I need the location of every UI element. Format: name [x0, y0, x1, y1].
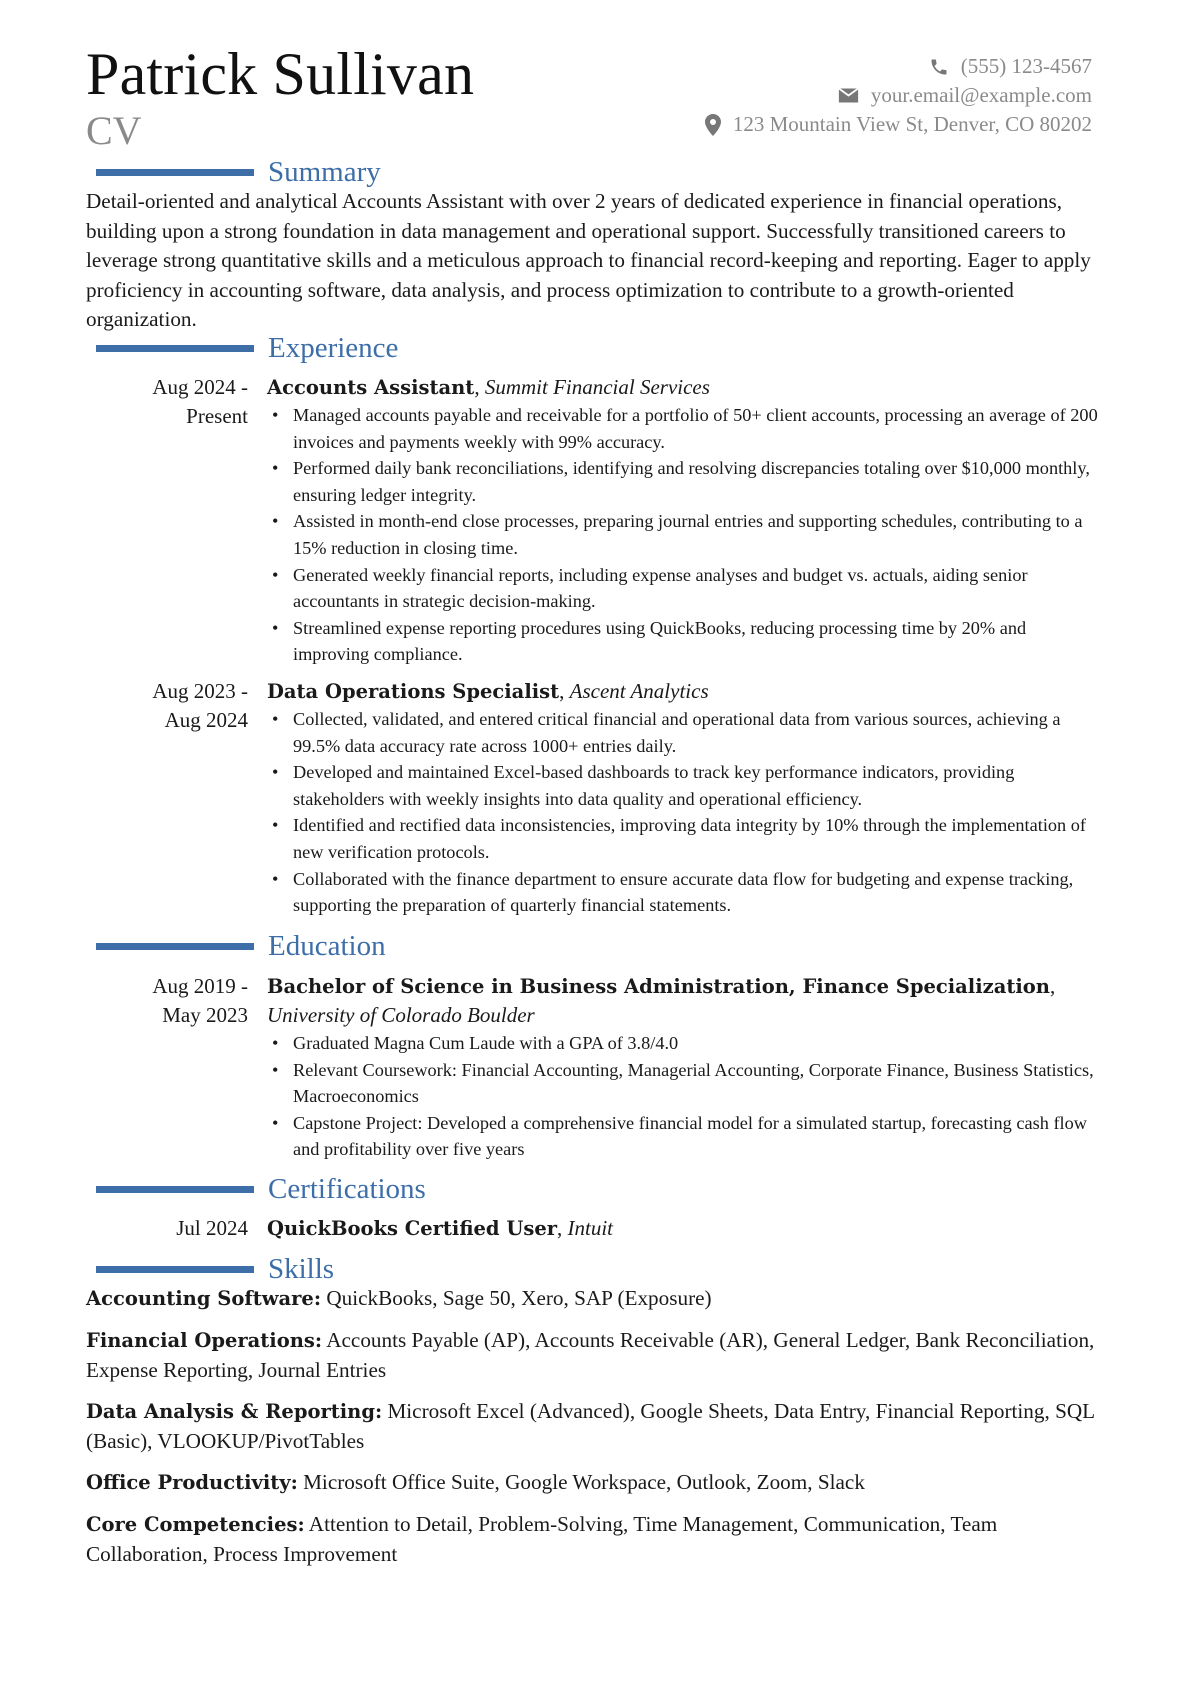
skill-items: QuickBooks, Sage 50, Xero, SAP (Exposure) — [326, 1286, 712, 1310]
envelope-icon — [838, 87, 859, 104]
contact-block — [532, 52, 1092, 139]
job-title: Data Operations Specialist — [267, 680, 560, 703]
section-title: Skills — [268, 1253, 335, 1285]
list-item: • Relevant Coursework: Financial Accounting, Managerial Accounting, Corporate Finance, Business Statistics, Macroeconomics — [270, 1057, 1100, 1110]
section-title: Certifications — [268, 1173, 426, 1205]
section-header-skills — [96, 1253, 334, 1285]
list-item: • Managed accounts payable and receivable for a portfolio of 50+ client accounts, processing an average of 200 invoices and payments weekly with 99% accuracy. — [270, 402, 1100, 455]
email-link[interactable]: your.email@example.com — [870, 83, 1092, 107]
list-item: • Streamlined expense reporting procedures using QuickBooks, reducing processing time by 20% and improving compliance. — [270, 615, 1100, 668]
list-item: • Assisted in month-end close processes, preparing journal entries and supporting schedules, contributing to a 15% reduction in closing time. — [270, 508, 1100, 561]
list-item: • Performed daily bank reconciliations, identifying and resolving discrepancies totaling over $10,000 monthly, ensuring ledger integrity. — [270, 455, 1100, 508]
section-accent-bar — [96, 169, 254, 176]
skill-items: Accounts Payable (AP), Accounts Receivable (AR), General Ledger, Bank Reconciliation, Expense Reporting, Journal Entries — [86, 1328, 1095, 1382]
section-title: Summary — [268, 156, 381, 188]
list-item: • Collaborated with the finance department to ensure accurate data flow for budgeting and expense tracking, supporting the preparation of quarterly financial statements. — [270, 866, 1100, 919]
date-start: Aug 2024 - — [152, 375, 248, 399]
list-item: • Graduated Magna Cum Laude with a GPA of 3.8/4.0 — [270, 1030, 1100, 1057]
contact-address — [532, 110, 1092, 139]
contact-phone — [532, 52, 1092, 81]
section-header-certifications — [96, 1173, 426, 1205]
cert-issuer: Intuit — [567, 1216, 614, 1240]
skill-label: Office Productivity: — [86, 1471, 298, 1494]
skill-items: Attention to Detail, Problem-Solving, Time Management, Communication, Team Collaboration, Process Improvement — [86, 1512, 998, 1566]
section-title: Experience — [268, 332, 399, 364]
skill-group — [86, 1397, 1111, 1456]
skill-label: Accounting Software: — [86, 1287, 322, 1310]
degree-title: Bachelor of Science in Business Administration, Finance Specialization — [267, 975, 1050, 998]
employer: Summit Financial Services — [484, 375, 710, 399]
phone-icon — [929, 57, 949, 77]
list-item: • Identified and rectified data inconsistencies, improving data integrity by 10% through the implementation of new verification protocols. — [270, 812, 1100, 865]
job-title: Accounts Assistant — [267, 376, 475, 399]
section-header-education — [96, 930, 386, 962]
list-item: • Collected, validated, and entered critical financial and operational data from various sources, achieving a 99.5% data accuracy rate across 1000+ entries daily. — [270, 706, 1100, 759]
entry-date — [120, 677, 248, 735]
section-accent-bar — [96, 1266, 254, 1273]
skill-group — [86, 1326, 1111, 1385]
date-end: May 2023 — [162, 1003, 248, 1027]
school-name: University of Colorado Boulder — [267, 1003, 535, 1027]
skill-label: Financial Operations: — [86, 1329, 323, 1352]
list-item: • Developed and maintained Excel-based dashboards to track key performance indicators, providing stakeholders with weekly insights into data quality and operational efficiency. — [270, 759, 1100, 812]
section-title: Education — [268, 930, 386, 962]
candidate-name: Patrick Sullivan — [86, 41, 475, 107]
skill-items: Microsoft Excel (Advanced), Google Sheets, Data Entry, Financial Reporting, SQL (Basic), VLOOKUP/PivotTables — [86, 1399, 1095, 1453]
section-accent-bar — [96, 1186, 254, 1193]
employer: Ascent Analytics — [569, 679, 709, 703]
skill-label: Data Analysis & Reporting: — [86, 1400, 383, 1423]
map-pin-icon — [705, 114, 721, 136]
skill-group — [86, 1468, 1111, 1498]
list-item: • Generated weekly financial reports, including expense analyses and budget vs. actuals, aiding senior accountants in strategic decision-making. — [270, 562, 1100, 615]
skill-group — [86, 1510, 1111, 1569]
entry-bullets — [270, 1030, 1100, 1163]
section-accent-bar — [96, 943, 254, 950]
skill-label: Core Competencies: — [86, 1513, 305, 1536]
entry-date — [120, 972, 248, 1030]
address-text: 123 Mountain View St, Denver, CO 80202 — [732, 112, 1092, 136]
entry-bullets — [270, 706, 1100, 919]
entry-date — [120, 373, 248, 431]
cert-heading: QuickBooks Certified User, Intuit — [267, 1216, 614, 1240]
contact-email — [532, 81, 1092, 110]
date-end: Present — [186, 404, 248, 428]
cert-date: Jul 2024 — [176, 1216, 248, 1240]
cert-name: QuickBooks Certified User — [267, 1217, 558, 1240]
entry-heading: Bachelor of Science in Business Administration, Finance Specialization, University of Colorado Boulder — [267, 974, 1056, 1027]
entry-heading: Data Operations Specialist, Ascent Analytics — [267, 679, 709, 703]
section-header-summary — [96, 156, 381, 188]
date-start: Aug 2019 - — [152, 974, 248, 998]
list-item: • Capstone Project: Developed a comprehensive financial model for a simulated startup, forecasting cash flow and profitability over five years — [270, 1110, 1100, 1163]
document-subtitle: CV — [86, 108, 142, 153]
skill-items: Microsoft Office Suite, Google Workspace, Outlook, Zoom, Slack — [303, 1470, 865, 1494]
entry-heading: Accounts Assistant, Summit Financial Services — [267, 375, 710, 399]
skill-group — [86, 1284, 1111, 1314]
date-start: Aug 2023 - — [152, 679, 248, 703]
phone-text: (555) 123-4567 — [960, 54, 1092, 78]
date-end: Aug 2024 — [164, 708, 248, 732]
section-header-experience — [96, 332, 398, 364]
summary-text: Detail-oriented and analytical Accounts Assistant with over 2 years of dedicated experience in financial operations, building upon a strong foundation in data management and operational support. Successfully transitioned careers to leverage strong quantitative skills and a meticulous approach to financial record-keeping and reporting. Eager to apply proficiency in accounting software, data analysis, and process optimization to contribute to a growth-oriented organization. — [86, 189, 1091, 331]
entry-bullets — [270, 402, 1100, 668]
section-accent-bar — [96, 345, 254, 352]
